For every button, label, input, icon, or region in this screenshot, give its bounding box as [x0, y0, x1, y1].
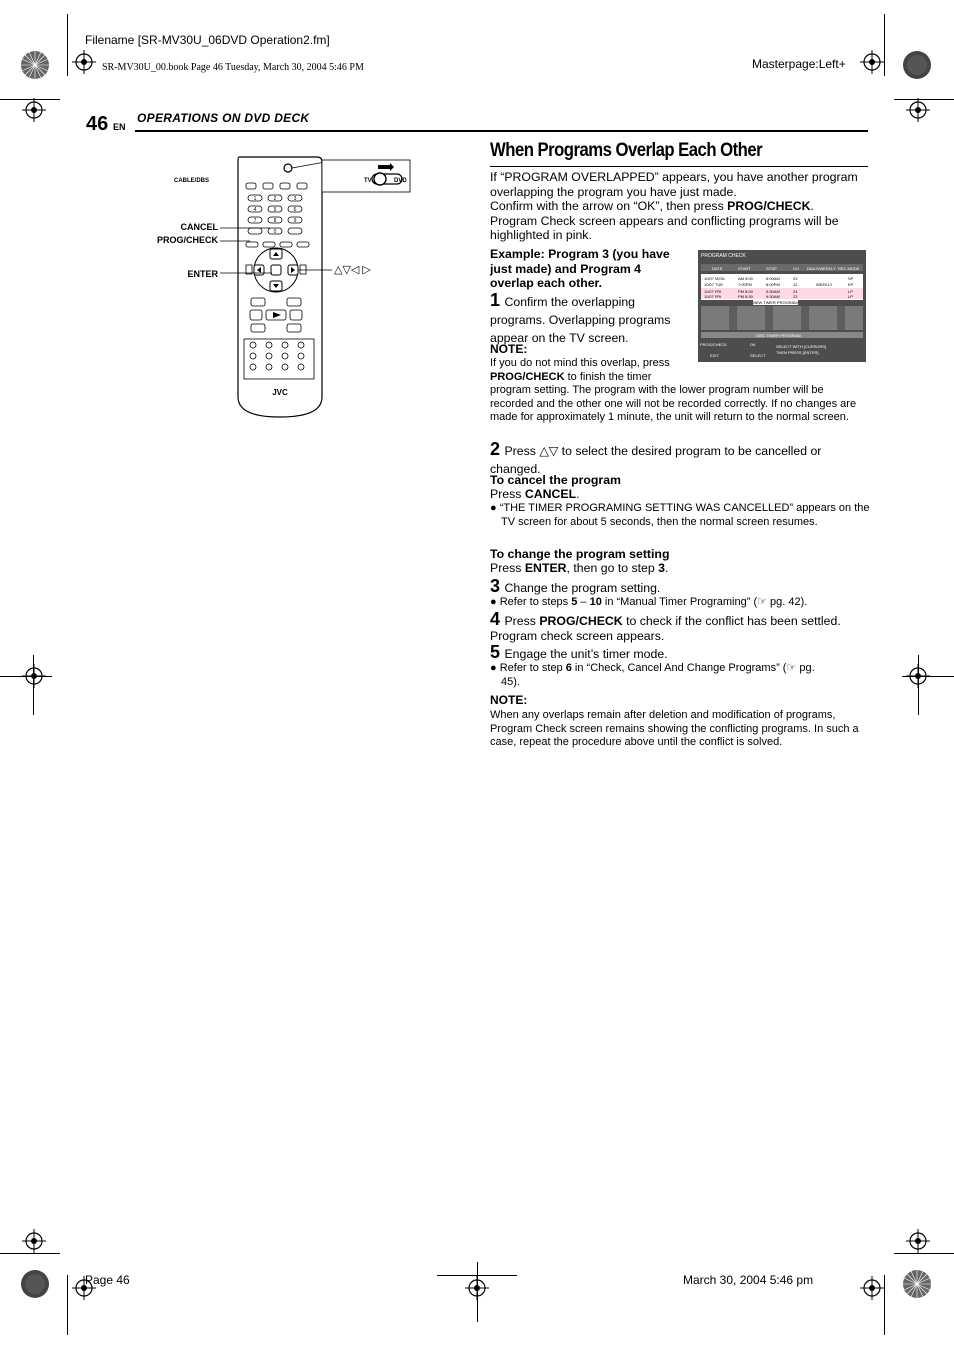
switch-dvd-label: DVD: [394, 178, 407, 184]
empty-rows: [701, 306, 863, 330]
text: ● Refer to step: [490, 662, 566, 674]
new-timer-label: NEW TIMER PROGRAM: [753, 300, 798, 305]
cancel-instruction: [490, 487, 580, 502]
note-1-body: [490, 357, 868, 425]
section-title: OPERATIONS ON DVD DECK: [137, 111, 310, 125]
cell: LP: [848, 294, 853, 299]
page-number: 46: [86, 113, 109, 135]
book-line: SR-MV30U_00.book Page 46 Tuesday, March 30, 2004 5:46 PM: [102, 62, 364, 73]
step-1: [490, 292, 686, 347]
registration-target-icon: [22, 1229, 46, 1253]
footer-label: THEN PRESS [ENTER]: [776, 350, 819, 355]
col-header: DAILY/WEEKLY: [807, 266, 836, 271]
col-header: CH: [793, 266, 799, 271]
text: .: [665, 561, 669, 575]
change-instruction: [490, 561, 668, 576]
cell: 22: [793, 294, 798, 299]
prog-check-keyword: PROG/CHECK: [490, 370, 565, 383]
cell: 24: [793, 289, 798, 294]
note-text: to finish the timer: [564, 370, 652, 383]
example-heading: Example: Program 3 (you have just made) and Program 4 overlap each other.: [490, 247, 670, 290]
disc-timer-label: DISC TIMER PROGRAM: [756, 333, 801, 338]
cell: EP: [848, 282, 854, 287]
registration-target-icon: [906, 98, 930, 122]
step-5: [490, 644, 868, 663]
intro-paragraph: [490, 170, 862, 243]
footer-label: OK: [750, 342, 756, 347]
crop-mark: [884, 1275, 885, 1335]
cell: SP: [848, 276, 854, 281]
step-text: Press: [504, 614, 540, 628]
svg-text:8: 8: [273, 218, 277, 224]
switch-cable-label: CABLE/DBS: [174, 178, 210, 184]
starburst-mark-icon: [902, 1269, 932, 1299]
svg-text:5: 5: [273, 207, 277, 213]
intro-line-1: If “PROGRAM OVERLAPPED” appears, you have another program overlapping the program you have just made.: [490, 170, 858, 199]
remote-control-illustration: [150, 152, 420, 422]
arrow-keys-label: △▽◁ ▷: [334, 264, 371, 276]
cell: 6:00AM: [766, 276, 780, 281]
switch-tv-label: TV: [364, 178, 372, 184]
text: .: [576, 487, 580, 501]
step-number: 3: [490, 576, 501, 596]
svg-text:6: 6: [293, 207, 297, 213]
screen-title: PROGRAM CHECK: [701, 253, 746, 259]
cell: PM 8:30: [738, 294, 753, 299]
step-number: 1: [490, 290, 501, 310]
cell: 11/07 FRI: [704, 294, 722, 299]
step-text: Engage the unit’s timer mode.: [504, 647, 668, 661]
cell: PM 8:00: [738, 289, 753, 294]
prog-check-label: PROG/CHECK: [156, 235, 218, 245]
cancel-bullet: ● “THE TIMER PROGRAMING SETTING WAS CANCELLED” appears on the TV screen for about 5 seconds, then the normal screen resumes.: [490, 502, 870, 528]
cell: 9:30AM: [766, 289, 780, 294]
article-title: When Programs Overlap Each Other: [490, 140, 763, 161]
cell: 10/07 MON: [704, 276, 725, 281]
registration-target-icon: [465, 1276, 489, 1300]
registration-target-icon: [860, 50, 884, 74]
col-header: REC MODE: [838, 266, 860, 271]
cell: AM 5:00: [738, 276, 753, 281]
svg-text:1: 1: [253, 196, 257, 202]
cell: 9:30AM: [766, 294, 780, 299]
registration-target-icon: [906, 1229, 930, 1253]
step-3: [490, 578, 868, 597]
crop-mark: [67, 14, 68, 76]
intro-text: .: [810, 199, 814, 213]
step-text: Confirm the overlapping programs. Overlapping programs appear on the TV screen.: [490, 295, 671, 345]
footer-label: PROG/CHECK: [700, 342, 727, 347]
crop-mark: [894, 1253, 954, 1254]
note-1-line: program setting. The program with the lower program number will be recorded and the other one will not be recorded correctly. If no changes are made for approximately 1 minute, the unit will return to the normal screen.: [490, 384, 857, 423]
step-number: 4: [490, 609, 501, 629]
text: ● Refer to steps: [490, 596, 572, 608]
cell: WEEKLY: [816, 282, 833, 287]
step-text: to check if the conflict has been settled. Program check screen appears.: [490, 614, 841, 643]
note-2-body: When any overlaps remain after deletion and modification of programs, Program Check screen remains showing the conflicting programs. In such a case, repeat the procedure above until the conflict is solved.: [490, 709, 859, 748]
intro-text: Confirm with the arrow on “OK”, then press: [490, 199, 728, 213]
starburst-mark-icon: [20, 50, 50, 80]
crop-mark: [67, 1275, 68, 1335]
intro-line-3: Program Check screen appears and conflicting programs will be highlighted in pink.: [490, 213, 839, 242]
svg-text:2: 2: [273, 196, 277, 202]
registration-target-icon: [22, 98, 46, 122]
footer-label: SELECT WITH [CURSORS]: [776, 344, 827, 349]
intro-line-2: [490, 199, 862, 214]
prog-check-keyword: PROG/CHECK: [727, 199, 811, 213]
note-1-line: If you do not mind this overlap, press: [490, 357, 670, 369]
crop-mark: [0, 1253, 60, 1254]
step-ref: 6: [565, 662, 572, 674]
svg-text:3: 3: [293, 196, 297, 202]
col-header: STOP: [766, 266, 777, 271]
enter-label: ENTER: [187, 269, 218, 279]
note-heading: NOTE:: [490, 693, 528, 707]
step-ref: 3: [658, 561, 665, 575]
filename-header: Filename [SR-MV30U_06DVD Operation2.fm]: [85, 33, 330, 47]
note-heading: NOTE:: [490, 342, 528, 356]
note-1-line: [490, 371, 868, 385]
step-number: 2: [490, 439, 501, 459]
footer-label: SELECT: [750, 353, 766, 358]
cell: 11/07 FRI: [704, 289, 722, 294]
col-header: START: [738, 266, 751, 271]
registration-target-icon: [860, 1276, 884, 1300]
step-5-bullet: [490, 662, 831, 689]
cell: 7:00PM: [738, 282, 752, 287]
masterpage-label: Masterpage:Left+: [752, 57, 846, 71]
step-3-bullet: [490, 596, 868, 610]
step-text: Change the program setting.: [504, 581, 661, 595]
svg-text:4: 4: [253, 207, 257, 213]
cell: 10/07 TUE: [704, 282, 724, 287]
svg-text:7: 7: [253, 218, 257, 224]
text: , then go to step: [566, 561, 659, 575]
conflict-highlight: [701, 288, 863, 299]
cancel-keyword: CANCEL: [524, 487, 577, 501]
program-check-screen: [698, 250, 866, 362]
footer-page: Page 46: [85, 1273, 130, 1287]
cell: LP: [848, 289, 853, 294]
enter-keyword: ENTER: [524, 561, 567, 575]
cancel-heading: To cancel the program: [490, 473, 621, 487]
footer-label: EXIT: [710, 353, 719, 358]
text: in “Manual Timer Programing” (☞ pg. 42).: [601, 596, 808, 608]
svg-text:0: 0: [273, 229, 277, 235]
cell: 8:00PM: [766, 282, 780, 287]
change-heading: To change the program setting: [490, 547, 670, 561]
step-number: 5: [490, 642, 501, 662]
text: Press: [490, 561, 525, 575]
step-ref: 5: [571, 596, 578, 608]
text: in “Check, Cancel And Change Programs” (☞ pg. 45).: [501, 662, 815, 688]
prog-check-keyword: PROG/CHECK: [539, 614, 623, 628]
registration-target-icon: [22, 664, 46, 688]
col-header: DATE: [712, 266, 723, 271]
step-text: Press △▽ to select the desired program to be cancelled or changed.: [490, 444, 822, 476]
dark-circle-mark-icon: [902, 50, 932, 80]
cell: 12: [793, 282, 798, 287]
step-4: [490, 611, 868, 643]
brand-logo: JVC: [272, 388, 288, 397]
footer-date: March 30, 2004 5:46 pm: [683, 1273, 814, 1287]
crop-mark: [884, 14, 885, 76]
registration-target-icon: [906, 664, 930, 688]
text: Press: [490, 487, 525, 501]
svg-text:9: 9: [293, 218, 297, 224]
header-rule: [135, 130, 868, 132]
registration-target-icon: [72, 50, 96, 74]
cancel-label: CANCEL: [180, 222, 218, 232]
step-ref: 10: [589, 596, 602, 608]
cell: 03: [793, 276, 798, 281]
language-code: EN: [113, 122, 126, 132]
dark-circle-mark-icon: [20, 1269, 50, 1299]
title-rule: [490, 166, 868, 167]
text: –: [577, 596, 590, 608]
